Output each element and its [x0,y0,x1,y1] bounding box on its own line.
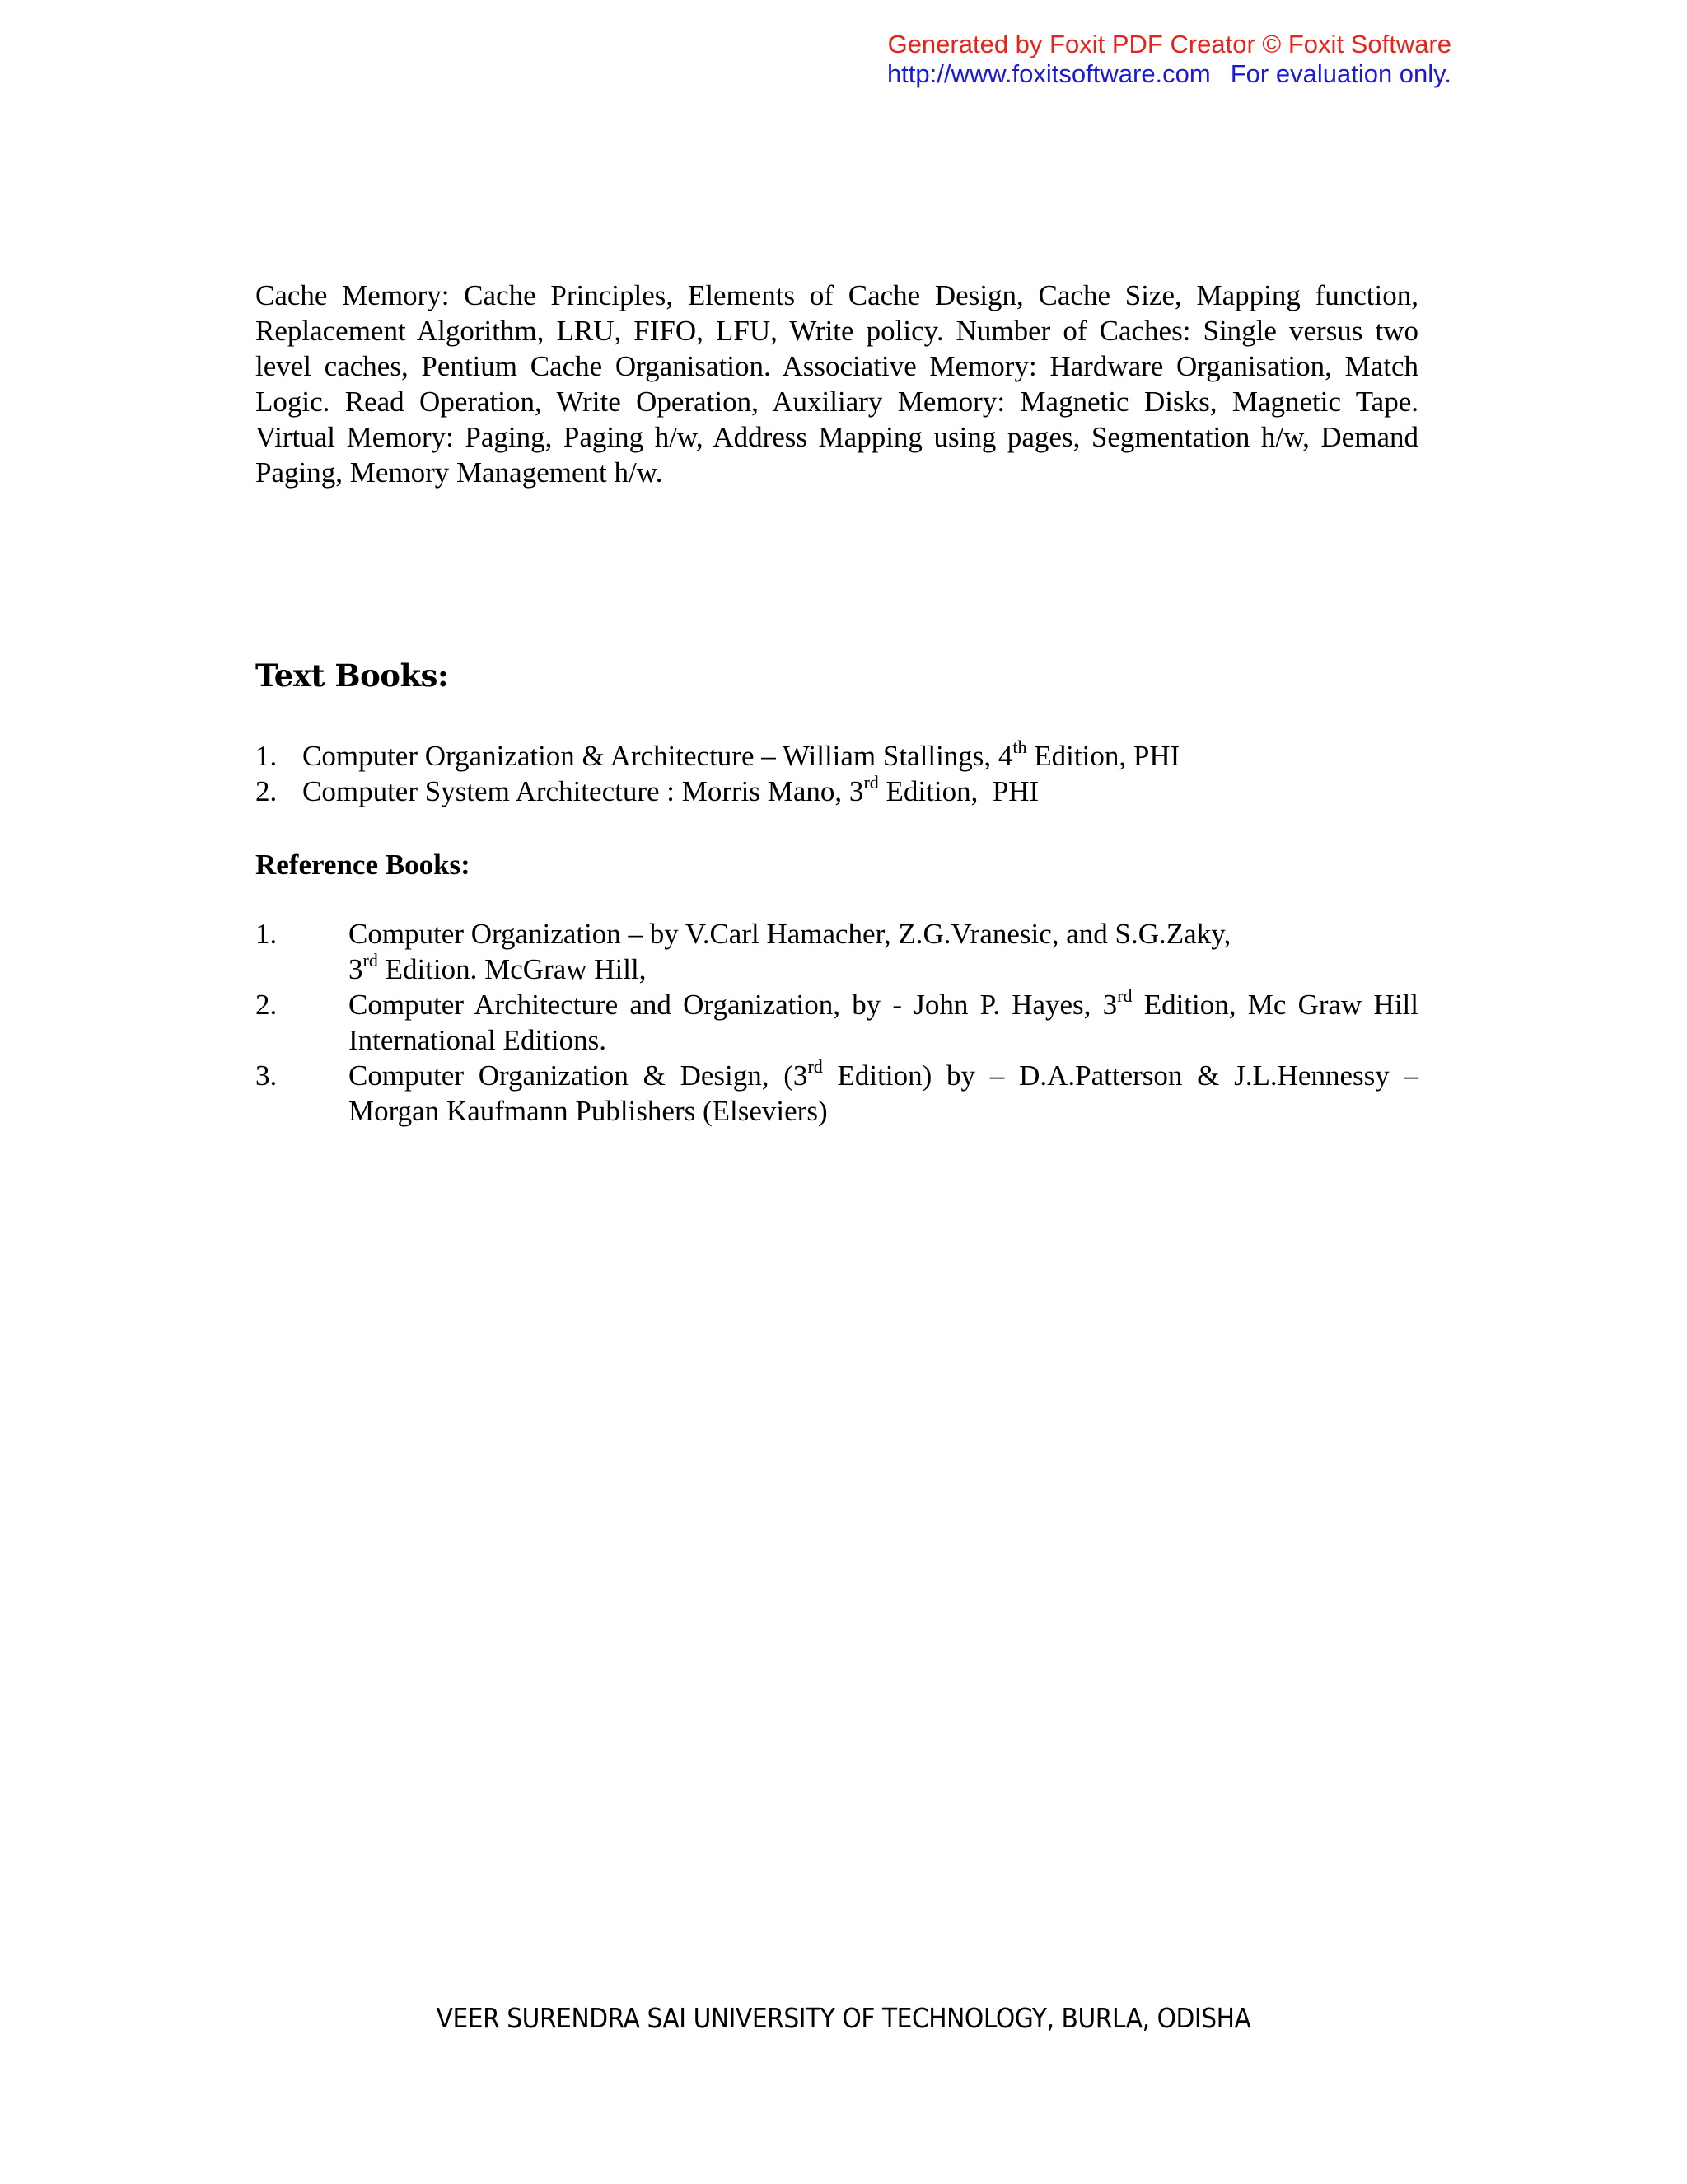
superscript: rd [807,1056,823,1077]
watermark-evaluation-note: For evaluation only. [1230,59,1451,88]
list-text-rest: Edition) by – D.A.Patterson & J.L.Hennessy – Morgan Kaufmann Publishers (Elseviers) [348,1059,1419,1127]
list-text-rest: Edition, PHI [1026,740,1180,772]
reference-books-heading: Reference Books: [255,849,470,881]
superscript: rd [362,950,378,970]
syllabus-paragraph: Cache Memory: Cache Principles, Elements of Cache Design, Cache Size, Mapping function, Replacement Algorithm, LRU, FIFO, LFU, Write policy. Number of Caches: Single versus two level caches, Pentium Cache Organisation. Associative Memory: Hardware Organisation, Match Logic. Read Operation, Write Operation, Auxiliary Memory: Magnetic Disks, Magnetic Tape. Virtual Memory: Paging, Paging h/w, Address Mapping using pages, Segmentation h/w, Demand Paging, Memory Management h/w. [255,279,1418,489]
list-item [255,1058,1418,1129]
list-text-main: Computer Organization & Design, (3 [348,1059,808,1092]
list-text-rest: Edition. McGraw Hill, [377,953,647,985]
list-number: 1. [255,918,278,950]
list-text-main: Computer Organization & Architecture – William Stallings, 4 [302,740,1013,772]
list-item [255,738,1425,774]
university-footer: VEER SURENDRA SAI UNIVERSITY OF TECHNOLOGY, BURLA, ODISHA [436,2002,1251,2034]
reference-books-list [255,916,1418,1129]
list-number: 3. [255,1059,278,1092]
superscript: rd [1117,985,1133,1006]
superscript: th [1012,737,1027,757]
watermark-url[interactable]: http://www.foxitsoftware.com [886,59,1211,88]
text-books-heading: Text Books: [255,657,449,694]
list-item [255,987,1418,1058]
list-item [255,774,1425,809]
list-item [255,916,1418,987]
text-books-list [255,738,1425,809]
list-text [348,916,1418,987]
list-number: 1. [255,740,278,772]
list-text-line1: Computer Organization – by V.Carl Hamacher, Z.G.Vranesic, and S.G.Zaky, [348,918,1231,950]
list-text [348,1058,1418,1129]
watermark-links [887,59,1451,89]
list-number: 2. [255,989,278,1021]
list-text-main: 3 [348,953,363,985]
watermark-generated-by: Generated by Foxit PDF Creator © Foxit Software [887,30,1451,58]
foxit-watermark [887,30,1451,89]
list-text-rest: Edition, Mc Graw Hill International Editions. [348,989,1419,1056]
list-text-main: Computer Architecture and Organization, by - John P. Hayes, 3 [348,989,1118,1021]
list-number: 2. [255,775,278,807]
superscript: rd [863,772,879,793]
list-text-main: Computer System Architecture : Morris Mano, 3 [302,775,864,807]
list-text [302,774,1039,809]
list-text [302,738,1180,774]
list-text-rest: Edition, PHI [878,775,1040,807]
list-text [348,987,1418,1058]
